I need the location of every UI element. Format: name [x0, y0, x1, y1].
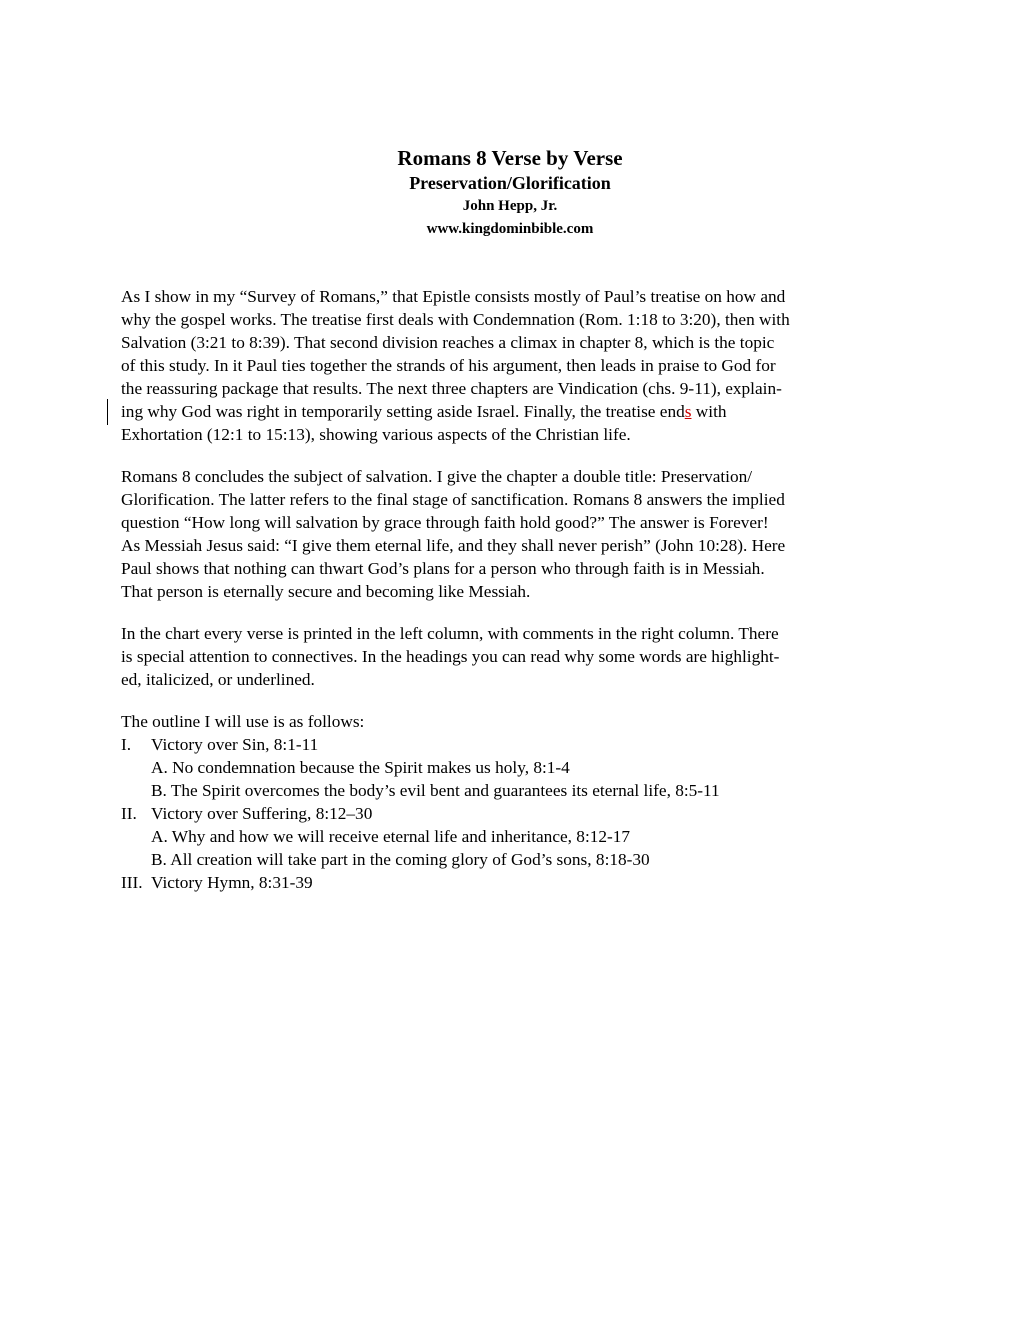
paragraph-intro — [121, 285, 921, 446]
line-segment: ing why God was right in temporarily setting aside Israel. Finally, the treatise end — [121, 402, 685, 421]
paragraph-line: is special attention to connectives. In the headings you can read why some words are highlight- — [121, 647, 780, 666]
paragraph-line: As Messiah Jesus said: “I give them eternal life, and they shall never perish” (John 10:28). Here — [121, 536, 786, 555]
paragraph-line: Glorification. The latter refers to the final stage of sanctification. Romans 8 answers the implied — [121, 490, 785, 509]
outline-text: Victory over Suffering, 8:12–30 — [151, 804, 373, 823]
document-subtitle: Preservation/Glorification — [409, 173, 611, 193]
paragraph-line: of this study. In it Paul ties together the strands of his argument, then leads in praise to God for — [121, 356, 776, 375]
document-header — [0, 145, 1020, 241]
outline-item — [121, 733, 921, 756]
document-body — [121, 285, 921, 894]
paragraph-line: As I show in my “Survey of Romans,” that Epistle consists mostly of Paul’s treatise on how and — [121, 287, 786, 306]
paragraph-line: the reassuring package that results. The next three chapters are Vindication (chs. 9-11), explain- — [121, 379, 782, 398]
outline-subitem: B. The Spirit overcomes the body’s evil bent and guarantees its eternal life, 8:5-11 — [151, 781, 720, 800]
document-title: Romans 8 Verse by Verse — [397, 146, 623, 170]
paragraph-line: That person is eternally secure and becoming like Messiah. — [121, 582, 531, 601]
paragraph-line: question “How long will salvation by grace through faith hold good?” The answer is Forever! — [121, 513, 769, 532]
outline-text: Victory Hymn, 8:31-39 — [151, 873, 313, 892]
paragraph-salvation — [121, 465, 921, 603]
outline-subitem: A. Why and how we will receive eternal life and inheritance, 8:12-17 — [151, 827, 631, 846]
outline — [121, 710, 921, 894]
paragraph-line: Exhortation (12:1 to 15:13), showing various aspects of the Christian life. — [121, 425, 631, 444]
outline-subitem: A. No condemnation because the Spirit makes us holy, 8:1-4 — [151, 758, 570, 777]
outline-number: II. — [121, 804, 137, 823]
website-link[interactable]: www.kingdominbible.com — [426, 221, 594, 237]
paragraph-line: Salvation (3:21 to 8:39). That second division reaches a climax in chapter 8, which is the topic — [121, 333, 775, 352]
change-bar-marker — [107, 399, 108, 425]
author-name: John Hepp, Jr. — [462, 198, 558, 214]
paragraph-line: Paul shows that nothing can thwart God’s plans for a person who through faith is in Messiah. — [121, 559, 765, 578]
tracked-change-insertion[interactable]: s — [684, 402, 692, 421]
paragraph-chart-note — [121, 622, 921, 691]
paragraph-line: Romans 8 concludes the subject of salvation. I give the chapter a double title: Preservation/ — [121, 467, 753, 486]
outline-text: Victory over Sin, 8:1-11 — [151, 735, 319, 754]
paragraph-line: why the gospel works. The treatise first deals with Condemnation (Rom. 1:18 to 3:20), then with — [121, 310, 790, 329]
line-segment: with — [691, 402, 727, 421]
paragraph-line: In the chart every verse is printed in the left column, with comments in the right column. There — [121, 624, 779, 643]
paragraph-line — [121, 400, 921, 423]
outline-intro: The outline I will use is as follows: — [121, 712, 365, 731]
paragraph-line: ed, italicized, or underlined. — [121, 670, 315, 689]
outline-number: I. — [121, 735, 132, 754]
outline-item — [121, 871, 921, 894]
outline-item — [121, 802, 921, 825]
outline-number: III. — [121, 873, 143, 892]
outline-subitem: B. All creation will take part in the coming glory of God’s sons, 8:18-30 — [151, 850, 650, 869]
